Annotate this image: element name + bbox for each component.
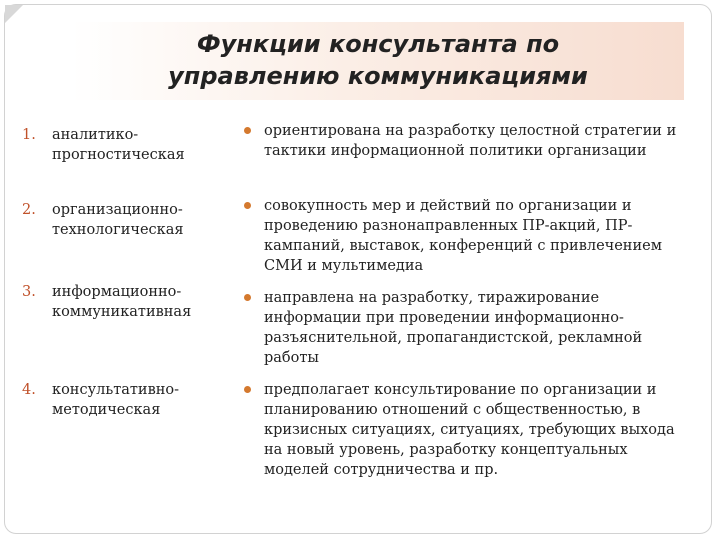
function-label: организационно- технологическая bbox=[52, 202, 184, 238]
function-number: 4. bbox=[22, 382, 36, 398]
description-text: направлена на разработку, тиражирование информации при проведении информационно- разъяснительной, пропагандистской, рекламной работы bbox=[264, 290, 643, 366]
function-label: консультативно- методическая bbox=[52, 382, 180, 418]
function-number: 1. bbox=[22, 127, 36, 143]
function-label: информационно- коммуникативная bbox=[52, 284, 192, 320]
function-number: 2. bbox=[22, 202, 36, 218]
description-text: совокупность мер и действий по организации и проведению разнонаправленных ПР-акций, ПР- кампаний, выставок, конференций с привлечением СМИ и мультимедиа bbox=[264, 198, 662, 274]
bullet-icon bbox=[244, 202, 251, 209]
slide-title: Функции консультанта по управлению коммуникациями bbox=[168, 30, 588, 90]
bullet-icon bbox=[244, 127, 251, 134]
function-label: аналитико- прогностическая bbox=[52, 127, 185, 163]
description-text: ориентирована на разработку целостной стратегии и тактики информационной политики организации bbox=[264, 123, 677, 159]
bullet-icon bbox=[244, 294, 251, 301]
bullet-icon bbox=[244, 386, 251, 393]
description-text: предполагает консультирование по организации и планированию отношений с общественностью, в кризисных ситуациях, ситуациях, требующих выхода на новый уровень, разработку концептуальных моделей сотрудничества и пр. bbox=[264, 382, 675, 478]
corner-notch bbox=[5, 5, 23, 23]
function-number: 3. bbox=[22, 284, 36, 300]
